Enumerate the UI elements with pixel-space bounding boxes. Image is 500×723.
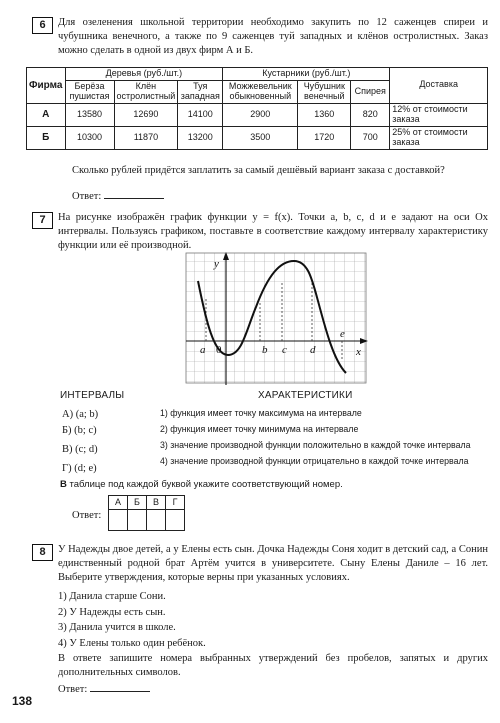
page-number: 138 bbox=[12, 694, 33, 708]
firm-header: Фирма bbox=[27, 68, 66, 104]
characteristic-item: 1) функция имеет точку максимума на интервале bbox=[160, 408, 362, 418]
firm-cell: А bbox=[27, 103, 66, 126]
answer-letter: Б bbox=[128, 496, 147, 510]
column-header: Клён остролистный bbox=[114, 80, 178, 103]
answer-field[interactable] bbox=[104, 188, 164, 199]
intervals-title: ИНТЕРВАЛЫ bbox=[60, 390, 125, 401]
delivery-cell: 12% от стоимости заказа bbox=[390, 103, 488, 126]
table-cell: 3500 bbox=[223, 126, 298, 149]
table-cell: 14100 bbox=[178, 103, 223, 126]
task-7-text: На рисунке изображён график функции y = f(x). Точки a, b, c, d и e задают на оси Ox интервалы. Пользуясь графиком, поставьте в соответствие каждому интервалу характеристику функции или её производной. bbox=[58, 212, 488, 251]
interval-item: А) (a; b) bbox=[62, 409, 99, 420]
answer-cell[interactable] bbox=[109, 510, 128, 531]
table-cell: 12690 bbox=[114, 103, 178, 126]
interval-item: Г) (d; e) bbox=[62, 463, 97, 474]
function-graph bbox=[184, 251, 370, 387]
column-header: Можжевельник обыкновенный bbox=[223, 80, 298, 103]
statement-item: 3) Данила учится в школе. bbox=[58, 622, 176, 633]
task-6-answer bbox=[72, 188, 164, 204]
answer-letter: Г bbox=[166, 496, 185, 510]
trees-group-header: Деревья (руб./шт.) bbox=[65, 68, 223, 81]
task-8-text: У Надежды двое детей, а у Елены есть сын. Дочка Надежды Соня ходит в детский сад, а Сонин единственный родной брат Артём учится в университете. Сыну Елены Даниле – 16 лет. Выберите утверждения, которые верны при указанных условиях. bbox=[58, 544, 488, 583]
task-8-answer bbox=[58, 681, 150, 697]
characteristic-item: 3) значение производной функции положительно в каждой точке интервала bbox=[160, 440, 471, 450]
answer-grid bbox=[108, 495, 185, 531]
statement-item: 1) Данила старше Сони. bbox=[58, 591, 166, 602]
task-7-instruction bbox=[60, 479, 343, 492]
point-a-label: a bbox=[200, 344, 206, 356]
table-cell: 11870 bbox=[114, 126, 178, 149]
x-label: x bbox=[356, 346, 361, 358]
characteristic-item: 2) функция имеет точку минимума на интервале bbox=[160, 424, 359, 434]
delivery-cell: 25% от стоимости заказа bbox=[390, 126, 488, 149]
characteristics-title: ХАРАКТЕРИСТИКИ bbox=[258, 390, 353, 401]
answer-label: Ответ: bbox=[58, 684, 88, 695]
answer-letter: В bbox=[147, 496, 166, 510]
interval-item: Б) (b; c) bbox=[62, 425, 97, 436]
column-header: Туя западная bbox=[178, 80, 223, 103]
table-cell: 10300 bbox=[65, 126, 114, 149]
characteristic-item: 4) значение производной функции отрицательно в каждой точке интервала bbox=[160, 456, 469, 466]
firm-cell: Б bbox=[27, 126, 66, 149]
answer-letter: А bbox=[109, 496, 128, 510]
task-7-answer-label: Ответ: bbox=[72, 510, 102, 521]
task-6-text: Для озеленения школьной территории необходимо закупить по 12 саженцев спиреи и чубушника венечного, а также по 9 саженцев туй западных и клёнов остролистных. Заказ можно сделать в одной из двух фирм А и Б. bbox=[58, 17, 488, 56]
answer-field[interactable] bbox=[90, 681, 150, 692]
answer-cell[interactable] bbox=[128, 510, 147, 531]
point-b-label: b bbox=[262, 344, 268, 356]
table-cell: 700 bbox=[351, 126, 390, 149]
y-label: y bbox=[214, 258, 219, 270]
point-d-label: d bbox=[310, 344, 316, 356]
column-header: Чубушник венечный bbox=[298, 80, 351, 103]
instruction-bold: В bbox=[60, 479, 67, 490]
answer-cell[interactable] bbox=[166, 510, 185, 531]
answer-cell[interactable] bbox=[147, 510, 166, 531]
task-7-number: 7 bbox=[32, 212, 53, 229]
point-e-label: e bbox=[340, 328, 345, 340]
instruction-text: таблице под каждой буквой укажите соответствующий номер. bbox=[66, 479, 343, 490]
table-cell: 13200 bbox=[178, 126, 223, 149]
table-cell: 1360 bbox=[298, 103, 351, 126]
table-cell: 820 bbox=[351, 103, 390, 126]
table-cell: 1720 bbox=[298, 126, 351, 149]
column-header: Спирея bbox=[351, 80, 390, 103]
task-8-number: 8 bbox=[32, 544, 53, 561]
task-6-question: Сколько рублей придётся заплатить за самый дешёвый вариант заказа с доставкой? bbox=[72, 165, 445, 176]
shrubs-group-header: Кустарники (руб./шт.) bbox=[223, 68, 390, 81]
table-cell: 2900 bbox=[223, 103, 298, 126]
statement-item: 2) У Надежды есть сын. bbox=[58, 607, 166, 618]
table-cell: 13580 bbox=[65, 103, 114, 126]
column-header: Берёза пушистая bbox=[65, 80, 114, 103]
interval-item: В) (c; d) bbox=[62, 444, 98, 455]
task-8-instruction: В ответе запишите номера выбранных утверждений без пробелов, запятых и других дополнительных символов. bbox=[58, 653, 488, 678]
prices-table bbox=[26, 67, 488, 150]
delivery-header: Доставка bbox=[390, 68, 488, 104]
answer-label: Ответ: bbox=[72, 191, 102, 202]
statement-item: 4) У Елены только один ребёнок. bbox=[58, 638, 206, 649]
origin-label: 0 bbox=[216, 344, 222, 356]
task-6-number: 6 bbox=[32, 17, 53, 34]
point-c-label: c bbox=[282, 344, 287, 356]
